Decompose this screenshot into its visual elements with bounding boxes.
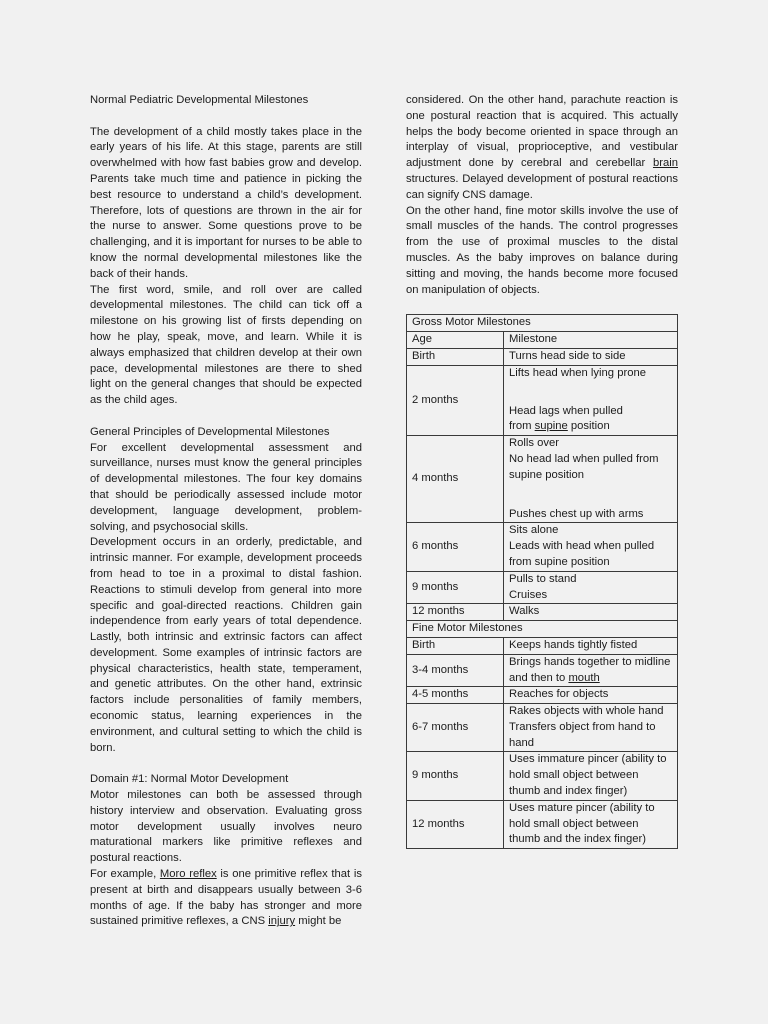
milestone-cell [504,571,678,604]
table-row [407,365,678,435]
milestone-cell: Reaches for objects [504,687,678,704]
table-row [407,637,678,654]
table-row [407,654,678,687]
domain-p2-text-c: might be [295,915,342,928]
mouth-link[interactable]: mouth [568,671,600,684]
age-cell: 12 months [407,604,504,621]
left-column [90,93,362,930]
milestone-cell: Brings hands together to midline and then to mouth [504,654,678,687]
document-title: Normal Pediatric Developmental Milestones [90,94,309,106]
intro-paragraph-1: The development of a child mostly takes place in the early years of his life. At this stage, parents are still overwhelmed with how fast babies grow and develop. Parents take much time and patience in picking the best resource to understand a child’s development. Therefore, lots of questions are thrown in the air for the nurse to answer. Some questions prove to be challenging, and it is important for nurses to be able to know the normal developmental milestones like the back of their hands. [90,125,362,280]
milestone-cell: Uses immature pincer (ability to hold small object between thumb and index finger) [504,752,678,800]
milestone-line: Lifts head when lying prone [509,366,646,379]
milestone-line: Rakes objects with whole hand [509,705,664,718]
domain-paragraph-2 [90,867,362,930]
milestone-column-header: Milestone [504,332,678,349]
milestone-line: Pushes chest up with arms [509,507,644,520]
table-row [407,752,678,800]
fine-motor-title: Fine Motor Milestones [407,621,678,638]
milestone-line: from supine position [509,420,610,433]
table-row [407,348,678,365]
domain-heading: Domain #1: Normal Motor Development [90,773,289,786]
principles-paragraph-2: Development occurs in an orderly, predictable, and intrinsic manner. For example, development proceeds from head to toe in a proximal to distal fashion. Reactions to stimuli develop from general into more specific and goal-directed reactions. Children gain independence from early years of total dependence. Lastly, both intrinsic and extrinsic factors can affect development. Some examples of intrinsic factors are physical characteristics, health state, temperament, and genetic attributes. On the other hand, extrinsic factors include personalities of family members, economic status, learning experiences in the environment, and cultural setting to which the child is born. [90,536,362,754]
table-section-row [407,621,678,638]
fine-motor-paragraph: On the other hand, fine motor skills involve the use of small muscles of the hands. The control progresses from the use of proximal muscles to the distal muscles. As the baby improves on balance during sitting and moving, the hands become more focused on manipulation of objects. [406,204,678,296]
age-cell: 4 months [407,436,504,523]
age-cell: 2 months [407,365,504,435]
principles-heading: General Principles of Developmental Milestones [90,425,330,438]
moro-reflex-link[interactable]: Moro reflex [159,868,217,881]
milestone-line: Cruises [509,588,548,601]
milestone-line: Head lags when pulled [509,404,623,417]
milestone-cell: Keeps hands tightly fisted [504,637,678,654]
age-cell: 3-4 months [407,654,504,687]
milestone-line: Transfers object from hand to hand [509,720,656,749]
milestone-cell: Turns head side to side [504,348,678,365]
age-cell: 6 months [407,523,504,571]
age-cell: Birth [407,348,504,365]
age-cell: Birth [407,637,504,654]
table-header-row [407,332,678,349]
milestone-line: Sits alone [509,524,559,537]
milestone-cell: Uses mature pincer (ability to hold small object between thumb and the index finger) [504,800,678,848]
milestone-cell: Walks [504,604,678,621]
table-row [407,687,678,704]
right-p1-text-c: structures. Delayed development of postural reactions can signify CNS damage. [406,172,678,201]
parachute-reaction-term: parachute reaction [570,94,666,106]
right-column [406,93,678,849]
milestone-cell [504,365,678,435]
age-cell: 4-5 months [407,687,504,704]
age-column-header: Age [407,332,504,349]
right-p1-text-a: considered. On the other hand, [406,94,571,106]
supine-link[interactable]: supine [534,420,568,433]
intro-paragraph-2: The first word, smile, and roll over are called developmental milestones. The child can tick off a milestone on his growing list of firsts depending on how he play, speak, move, and learn. While it is always emphasized that children develop at their own pace, developmental milestones are there to shed light on the general changes that should be expected as the child ages. [90,283,362,407]
right-p1-text-b: is one postural reaction that is acquired. This actually helps the body become oriented in space through an interplay of visual, proprioceptive, and vestibular adjustment done by cerebral and cerebellar [406,94,679,170]
milestone-cell [504,704,678,752]
table-row [407,523,678,571]
brain-link[interactable]: brain [652,157,678,170]
domain-p2-text-a: For example, [90,868,160,881]
age-cell: 9 months [407,571,504,604]
age-cell: 6-7 months [407,704,504,752]
table-row [407,571,678,604]
injury-link[interactable]: injury [268,915,296,928]
table-row [407,604,678,621]
continued-paragraph [406,93,678,204]
milestone-line: Rolls over [509,437,560,450]
domain-paragraph-1: Motor milestones can both be assessed through history interview and observation. Evaluating gross motor development usually involves neuro maturational markers like primitive reflexes and postural reactions. [90,789,362,865]
table-row [407,436,678,523]
principles-paragraph-1: For excellent developmental assessment and surveillance, nurses must know the general principles of developmental milestones. The four key domains that should be periodically assessed include motor development, language development, problem-solving, and psychosocial skills. [90,441,362,533]
milestones-table [406,314,678,849]
milestone-line: No head lad when pulled from supine position [509,452,659,481]
age-cell: 12 months [407,800,504,848]
table-row [407,800,678,848]
milestone-cell [504,523,678,571]
milestone-line: Leads with head when pulled from supine position [509,540,655,568]
gross-motor-title: Gross Motor Milestones [407,315,678,332]
domain-p2-text-b: is one primitive reflex that is present at birth and disappears usually between 3-6 months of age. If the baby has stronger and more sustained primitive reflexes, a CNS [90,868,362,928]
table-section-row [407,315,678,332]
age-cell: 9 months [407,752,504,800]
table-row [407,704,678,752]
milestone-cell [504,436,678,523]
milestone-line: Pulls to stand [509,572,577,585]
